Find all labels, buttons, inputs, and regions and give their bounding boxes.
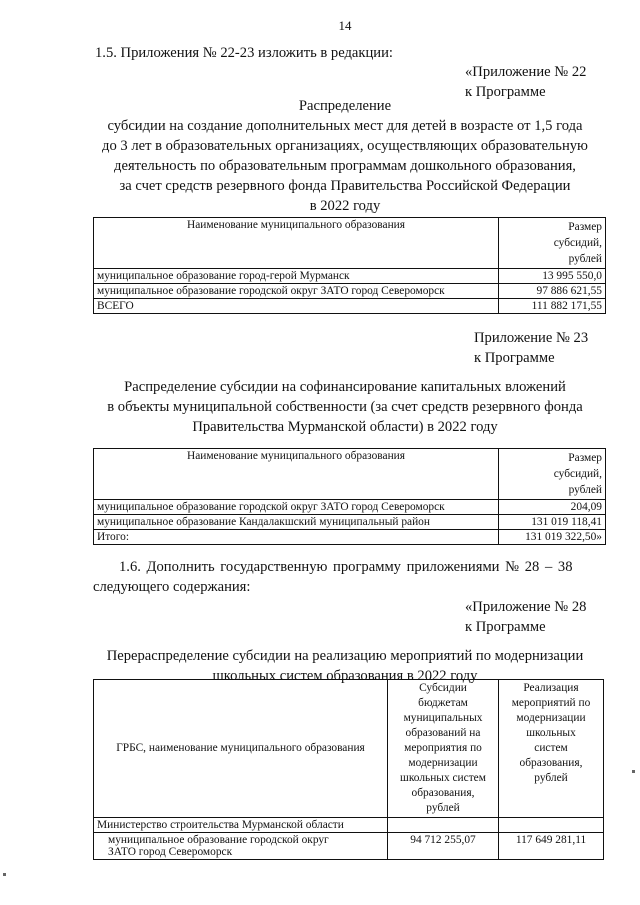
row-name: ВСЕГО [94,299,499,314]
appendix-28-line1: «Приложение № 28 [465,599,587,615]
row-name: муниципальное образование Кандалакшский муниципальный район [94,515,499,530]
scan-mark [632,770,635,773]
row-name-line: ЗАТО город Североморск [108,846,233,858]
header-subsidy-line: модернизации [408,757,478,769]
appendix-23-line2: к Программе [474,350,555,366]
appendix-22-title-line: в 2022 году [309,198,381,214]
header-subsidy [388,680,499,818]
appendix-23-line1: Приложение № 23 [474,330,589,346]
header-name: Наименование муниципального образования [94,218,499,269]
row-amount: 111 882 171,55 [499,299,606,314]
appendix-23-table [93,448,606,545]
header-realization-line: Реализация [523,682,579,694]
appendix-22-title [60,96,630,216]
header-grbs: ГРБС, наименование муниципального образования [94,680,388,818]
table-row [94,284,606,299]
header-realization-line: мероприятий по [511,697,591,709]
appendix-23-title [60,377,630,437]
table-row [94,515,606,530]
row-amount: 13 995 550,0 [499,269,606,284]
page-number: 14 [338,18,352,33]
header-subsidy-line: муниципальных [403,712,483,724]
row-name: муниципальное образование городской округ ЗАТО город Североморск [94,284,499,299]
header-subsidy-line: образований на [405,727,481,739]
appendix-22-line2: к Программе [465,84,546,100]
appendix-28-title-line: школьных систем образования в 2022 году [212,668,478,684]
table-row [94,299,606,314]
ministry-name: Министерство строительства Мурманской области [94,818,388,833]
header-amount-line: рублей [568,253,602,265]
table-row [94,500,606,515]
appendix-22-title-line: деятельность по образовательным программам дошкольного образования, [114,158,576,174]
section-1-5-text: 1.5. Приложения № 22-23 изложить в редакции: [95,45,393,61]
row-amount: 131 019 322,50» [499,530,606,545]
row-name: муниципальное образование город-герой Мурманск [94,269,499,284]
header-amount-line: Размер [568,452,602,464]
row-name [94,833,388,860]
scan-mark [3,873,6,876]
table-header-row [94,680,604,818]
ministry-subsidy [388,818,499,833]
header-realization-line: модернизации [516,712,586,724]
header-subsidy-line: школьных систем [400,772,486,784]
row-subsidy: 94 712 255,07 [388,833,499,860]
row-name: Итого: [94,530,499,545]
header-realization [499,680,604,818]
ministry-realization [499,818,604,833]
table-header-row [94,218,606,269]
header-amount-line: субсидий, [553,237,602,249]
appendix-28-table [93,679,604,860]
appendix-22-title-line: Распределение [298,98,392,114]
table-row [94,269,606,284]
section-1-6-line1: 1.6. Дополнить государственную программу приложениями № 28 – 38 [119,559,573,575]
header-amount-line: Размер [568,221,602,233]
row-amount: 97 886 621,55 [499,284,606,299]
header-amount-line: рублей [568,484,602,496]
header-realization-line: школьных [526,727,576,739]
appendix-22-table [93,217,606,314]
header-realization-line: образования, [519,757,583,769]
appendix-23-label [474,328,588,368]
table-header-row [94,449,606,500]
header-subsidy-line: Субсидии [419,682,467,694]
row-name: муниципальное образование городской округ ЗАТО город Североморск [94,500,499,515]
appendix-28-line2: к Программе [465,619,546,635]
header-amount-line: субсидий, [553,468,602,480]
appendix-22-title-line: за счет средств резервного фонда Правительства Российской Федерации [119,178,571,194]
header-amount [499,218,606,269]
header-subsidy-line: мероприятия по [404,742,482,754]
header-realization-line: систем [534,742,568,754]
row-amount: 204,09 [499,500,606,515]
appendix-23-title-line: Распределение субсидии на софинансирование капитальных вложений [124,379,566,395]
table-row-ministry [94,818,604,833]
appendix-28-title-line: Перераспределение субсидии на реализацию мероприятий по модернизации [106,648,584,664]
row-name-line: муниципальное образование городской округ [108,834,329,846]
appendix-28-label [465,597,586,637]
header-realization-line: рублей [534,772,568,784]
appendix-23-title-line: в объекты муниципальной собственности (за счет средств резервного фонда [107,399,583,415]
table-row [94,530,606,545]
header-subsidy-line: образования, [411,787,475,799]
header-subsidy-line: бюджетам [418,697,468,709]
header-amount [499,449,606,500]
appendix-23-title-line: Правительства Мурманской области) в 2022 году [192,419,498,435]
header-name: Наименование муниципального образования [94,449,499,500]
table-row [94,833,604,860]
section-1-6-line2: следующего содержания: [93,579,251,595]
header-subsidy-line: рублей [426,802,460,814]
appendix-22-title-line: субсидии на создание дополнительных мест для детей в возрасте от 1,5 года [107,118,583,134]
appendix-22-line1: «Приложение № 22 [465,64,587,80]
row-amount: 131 019 118,41 [499,515,606,530]
appendix-22-title-line: до 3 лет в образовательных организациях, осуществляющих образовательную [102,138,588,154]
row-realization: 117 649 281,11 [499,833,604,860]
